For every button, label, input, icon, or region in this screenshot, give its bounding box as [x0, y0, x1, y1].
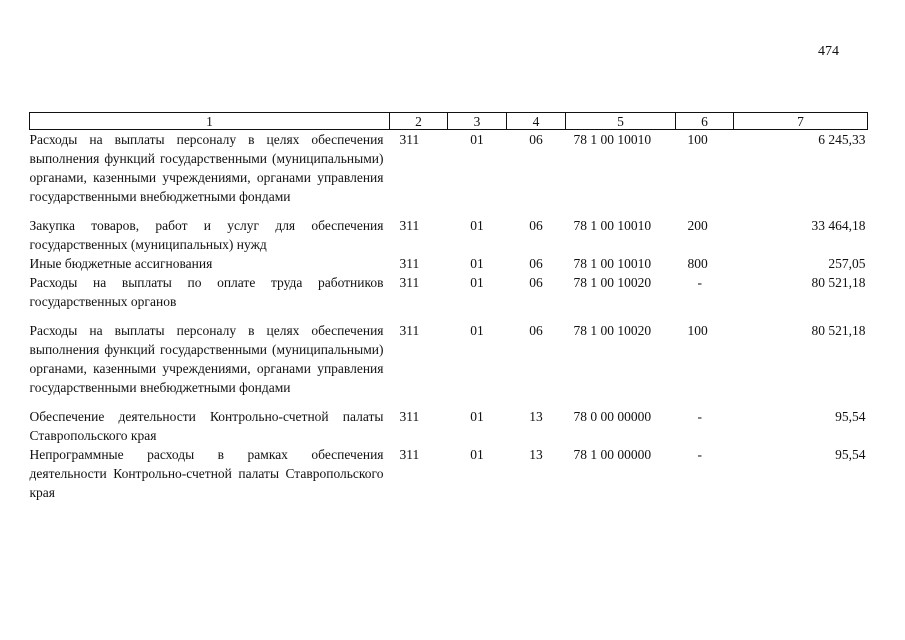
header-col-2: 2 — [390, 113, 448, 130]
row-col-6 — [676, 407, 734, 445]
row-col-5: 78 1 00 00000 — [573, 447, 652, 462]
table-row — [30, 445, 868, 502]
row-col-4: 13 — [529, 447, 543, 462]
row-col-3: 01 — [470, 447, 484, 462]
table-row — [30, 273, 868, 321]
row-col-5: 78 1 00 10010 — [573, 132, 652, 147]
header-col-1: 1 — [30, 113, 390, 130]
row-col-5: 78 1 00 10020 — [573, 323, 652, 338]
header-col-7: 7 — [734, 113, 868, 130]
row-col-2: 311 — [399, 218, 420, 233]
row-col-6: 100 — [687, 132, 708, 147]
row-col-3: 01 — [470, 323, 484, 338]
row-description: Обеспечение деятельности Контрольно-счетной палаты Ставропольского края — [29, 409, 384, 443]
row-col-6: 100 — [687, 323, 708, 338]
row-col-2: 311 — [399, 409, 420, 424]
row-col-7: 6 245,33 — [818, 132, 866, 147]
dash-value: - — [697, 409, 702, 424]
header-row — [30, 113, 868, 130]
row-col-7: 95,54 — [835, 447, 866, 462]
row-col-3: 01 — [470, 132, 484, 147]
table-row — [30, 254, 868, 273]
row-col-4: 13 — [529, 409, 543, 424]
row-col-5: 78 1 00 10020 — [573, 275, 652, 290]
header-col-4: 4 — [507, 113, 566, 130]
row-col-2: 311 — [399, 132, 420, 147]
row-description: Расходы на выплаты персоналу в целях обеспечения выполнения функций государственными (муниципальными) органами, казенными учреждениями, органами управления государственными внебюджетными фондами — [29, 132, 384, 204]
row-col-6 — [676, 445, 734, 502]
row-col-3: 01 — [470, 218, 484, 233]
row-col-5: 78 0 00 00000 — [573, 409, 652, 424]
row-col-7: 257,05 — [828, 256, 866, 271]
table-row — [30, 130, 868, 217]
row-col-4: 06 — [529, 275, 543, 290]
row-col-3: 01 — [470, 409, 484, 424]
table-row — [30, 321, 868, 407]
header-col-5: 5 — [566, 113, 676, 130]
row-col-7: 95,54 — [835, 409, 866, 424]
page-number: 474 — [818, 44, 839, 59]
dash-value: - — [697, 447, 702, 462]
table-row — [30, 407, 868, 445]
row-col-7: 80 521,18 — [811, 323, 866, 338]
row-col-2: 311 — [399, 323, 420, 338]
row-col-3: 01 — [470, 275, 484, 290]
row-col-4: 06 — [529, 218, 543, 233]
row-col-2: 311 — [399, 275, 420, 290]
row-col-6: 200 — [687, 218, 708, 233]
row-description: Непрограммные расходы в рамках обеспечения деятельности Контрольно-счетной палаты Ставропольского края — [29, 447, 384, 500]
row-col-4: 06 — [529, 323, 543, 338]
row-description: Иные бюджетные ассигнования — [29, 256, 213, 271]
header-col-3: 3 — [448, 113, 507, 130]
row-description: Расходы на выплаты по оплате труда работников государственных органов — [29, 275, 384, 309]
row-col-5: 78 1 00 10010 — [573, 256, 652, 271]
row-col-7: 80 521,18 — [811, 275, 866, 290]
dash-value: - — [697, 275, 702, 290]
row-col-6 — [676, 273, 734, 321]
row-col-5: 78 1 00 10010 — [573, 218, 652, 233]
table-row — [30, 216, 868, 254]
row-col-3: 01 — [470, 256, 484, 271]
row-col-2: 311 — [399, 447, 420, 462]
row-col-6: 800 — [687, 256, 708, 271]
header-col-6: 6 — [676, 113, 734, 130]
row-col-4: 06 — [529, 132, 543, 147]
row-description: Расходы на выплаты персоналу в целях обеспечения выполнения функций государственными (муниципальными) органами, казенными учреждениями, органами управления государственными внебюджетными фондами — [29, 323, 384, 395]
row-col-4: 06 — [529, 256, 543, 271]
budget-table — [29, 112, 868, 502]
row-col-2: 311 — [399, 256, 420, 271]
row-description: Закупка товаров, работ и услуг для обеспечения государственных (муниципальных) нужд — [29, 218, 384, 252]
row-col-7: 33 464,18 — [811, 218, 866, 233]
